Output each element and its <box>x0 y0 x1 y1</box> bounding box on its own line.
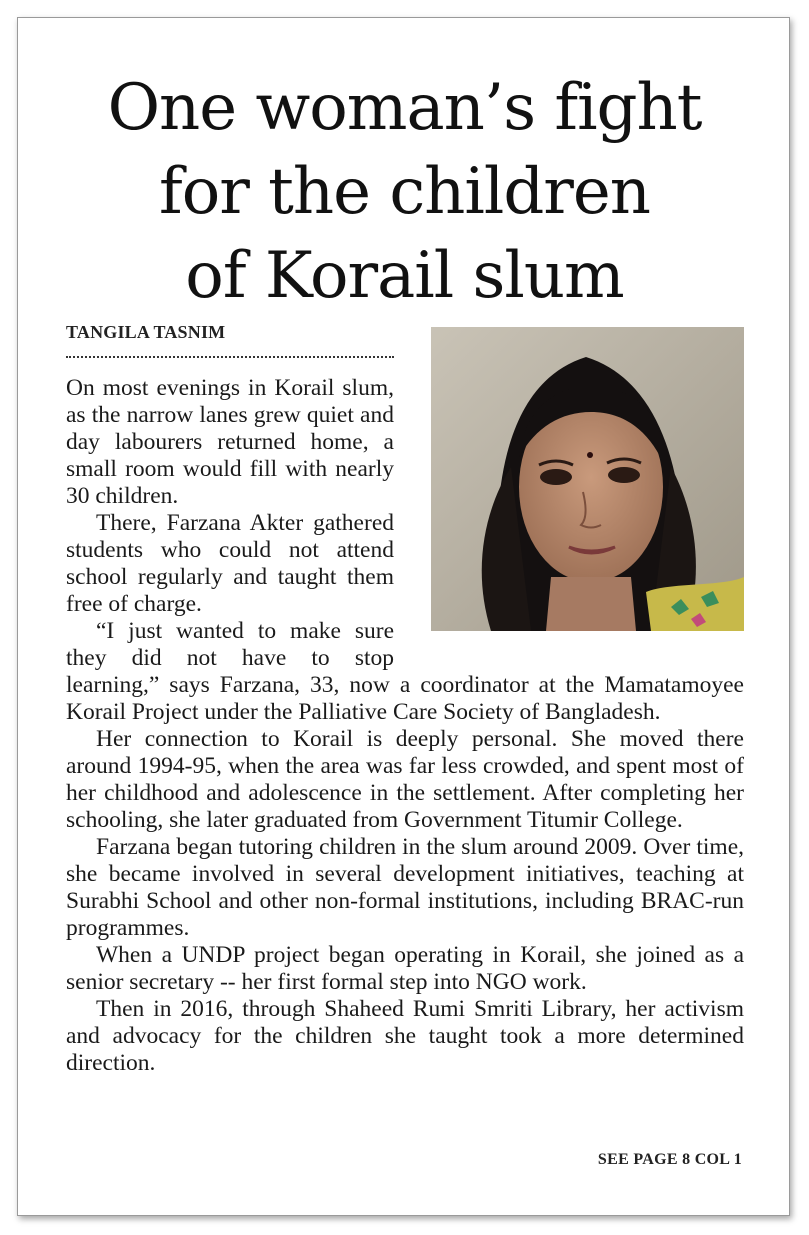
paragraph: When a UNDP project began operating in Korail, she joined as a senior secretary -- her first formal step into NGO work. <box>66 942 744 995</box>
article-body <box>66 375 744 1077</box>
headline-line-2: for the children <box>159 155 650 229</box>
paragraph: “I just wanted to make sure they did not have to stop learning,” says Farzana, 33, now a coordinator at the Mamatamoyee Korail Project under the Palliative Care Society of Bangladesh. <box>66 618 744 725</box>
headline-line-1: One woman’s fight <box>107 71 702 145</box>
headline <box>18 66 791 318</box>
paragraph: Farzana began tutoring children in the slum around 2009. Over time, she became involved in several development initiatives, teaching at Surabhi School and other non-formal institutions, including BRAC-run programmes. <box>66 834 744 941</box>
paragraph: Then in 2016, through Shaheed Rumi Smriti Library, her activism and advocacy for the children she taught took a more determined direction. <box>66 996 744 1076</box>
byline-dotted-rule <box>66 356 394 358</box>
continued-on-page: SEE PAGE 8 COL 1 <box>597 1151 742 1168</box>
paragraph: Her connection to Korail is deeply personal. She moved there around 1994-95, when the area was far less crowded, and spent most of her childhood and adolescence in the settlement. After completing her schooling, she later graduated from Government Titumir College. <box>66 726 744 833</box>
byline: TANGILA TASNIM <box>66 322 226 342</box>
photo-wrap-spacer <box>394 375 744 672</box>
newspaper-clipping <box>17 17 790 1216</box>
paragraph: On most evenings in Korail slum, as the narrow lanes grew quiet and day labourers returned home, a small room would fill with nearly 30 children. <box>66 375 394 509</box>
headline-line-3: of Korail slum <box>185 239 624 313</box>
paragraph: There, Farzana Akter gathered students who could not attend school regularly and taught them free of charge. <box>66 510 394 617</box>
